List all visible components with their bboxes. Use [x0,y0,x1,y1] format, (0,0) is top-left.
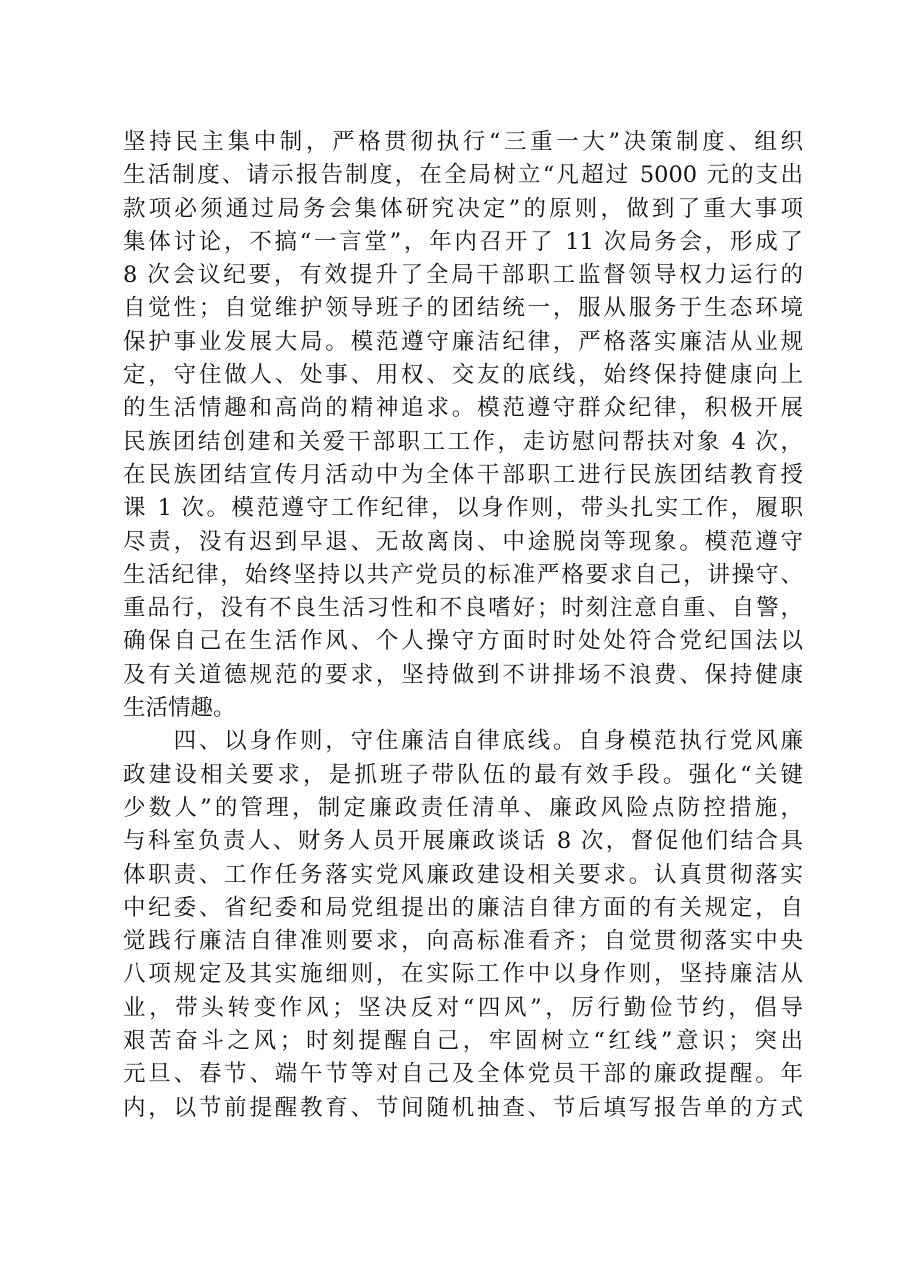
text-line: 保护事业发展大局。模范遵守廉洁纪律，严格落实廉洁从业规 [123,328,803,355]
paragraph-end-line: 生活情趣。 [123,695,236,722]
body-text [123,126,803,1125]
text-line: 课 1 次。模范遵守工作纪律，以身作则，带头扎实工作，履职 [123,495,803,522]
text-line: 重品行，没有不良生活习性和不良嗜好；时刻注意自重、自警， [123,595,803,622]
text-line: 少数人”的管理，制定廉政责任清单、廉政风险点防控措施， [123,794,803,821]
text-line: 定，守住做人、处事、用权、交友的底线，始终保持健康向上 [123,362,803,389]
text-line: 款项必须通过局务会集体研究决定”的原则，做到了重大事项 [123,195,803,222]
text-line: 政建设相关要求，是抓班子带队伍的最有效手段。强化“关键 [123,761,803,788]
text-line: 及有关道德规范的要求，坚持做到不讲排场不浪费、保持健康 [123,661,803,688]
section-heading-line: 四、以身作则，守住廉洁自律底线。自身模范执行党风廉 [123,728,803,755]
text-line: 内，以节前提醒教育、节间随机抽查、节后填写报告单的方式 [123,1094,803,1121]
text-line: 民族团结创建和关爱干部职工工作，走访慰问帮扶对象 4 次， [123,428,803,455]
text-line: 坚持民主集中制，严格贯彻执行“三重一大”决策制度、组织 [123,129,803,155]
text-line: 在民族团结宣传月活动中为全体干部职工进行民族团结教育授 [123,461,803,488]
text-line: 觉践行廉洁自律准则要求，向高标准看齐；自觉贯彻落实中央 [123,928,803,955]
text-line: 生活制度、请示报告制度，在全局树立“凡超过 5000 元的支出 [123,162,803,189]
text-line: 八项规定及其实施细则，在实际工作中以身作则，坚持廉洁从 [123,961,803,988]
text-line: 确保自己在生活作风、个人操守方面时时处处符合党纪国法以 [123,628,803,655]
text-line: 与科室负责人、财务人员开展廉政谈话 8 次，督促他们结合具 [123,828,803,855]
text-line: 自觉性；自觉维护领导班子的团结统一，服从服务于生态环境 [123,295,803,322]
text-line: 艰苦奋斗之风；时刻提醒自己，牢固树立“红线”意识；突出 [123,1028,803,1055]
text-line: 8 次会议纪要，有效提升了全局干部职工监督领导权力运行的 [123,262,803,289]
text-line: 尽责，没有迟到早退、无故离岗、中途脱岗等现象。模范遵守 [123,528,803,555]
text-line: 集体讨论，不搞“一言堂”，年内召开了 11 次局务会，形成了 [123,228,803,255]
text-line: 体职责、工作任务落实党风廉政建设相关要求。认真贯彻落实 [123,861,803,888]
text-line: 元旦、春节、端午节等对自己及全体党员干部的廉政提醒。年 [123,1061,803,1088]
text-line: 中纪委、省纪委和局党组提出的廉洁自律方面的有关规定，自 [123,894,803,921]
text-line: 的生活情趣和高尚的精神追求。模范遵守群众纪律，积极开展 [123,395,803,422]
text-line: 业，带头转变作风；坚决反对“四风”，厉行勤俭节约，倡导 [123,994,803,1021]
text-line: 生活纪律，始终坚持以共产党员的标准严格要求自己，讲操守、 [123,561,803,588]
